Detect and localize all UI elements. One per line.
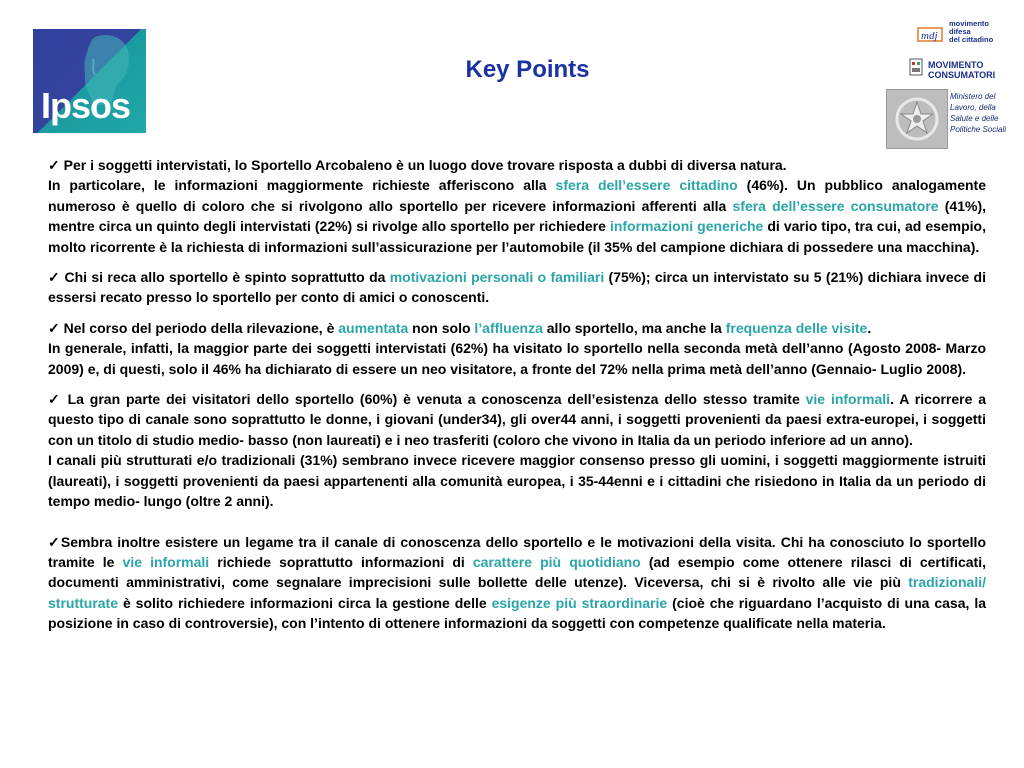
mdc-line-1: movimento bbox=[949, 19, 990, 28]
kp2-text-2: (75%); circa un intervistato su 5 (21%) dichiara invece di essersi recato presso lo sportello per conto di amici o conoscenti. bbox=[48, 269, 986, 306]
check-icon: ✓ bbox=[48, 391, 62, 408]
key-points-body bbox=[48, 155, 986, 634]
key-point-3 bbox=[48, 318, 986, 338]
kp4-highlight-1: vie informali bbox=[805, 391, 891, 408]
kp3-highlight-1: aumentata bbox=[338, 319, 409, 336]
kp5-highlight-4: esigenze più straordinarie bbox=[491, 594, 668, 611]
mc-line-2: CONSUMATORI bbox=[928, 70, 996, 80]
movimento-difesa-logo bbox=[917, 20, 1024, 52]
kp3-highlight-3: frequenza delle visite bbox=[725, 319, 868, 336]
kp5-highlight-2: carattere più quotidiano bbox=[472, 553, 641, 570]
key-point-4-detail bbox=[48, 450, 986, 511]
kp4-text-1: La gran parte dei visitatori dello sportello (60%) è venuta a conoscenza dell’esistenza dello stesso tramite bbox=[61, 391, 806, 408]
mc-line-1: MOVIMENTO bbox=[928, 60, 984, 70]
republic-emblem-icon bbox=[887, 90, 947, 148]
kp1-text-3: (46%). Un pubblico analogamente numeroso è quello di coloro che si rivolgono allo sportello per ricevere informazioni afferenti alla bbox=[48, 177, 986, 214]
kp3-text-4: . bbox=[867, 319, 872, 336]
kp4-text-3: I canali più strutturati e/o tradizionali (31%) sembrano invece ricevere maggior consenso presso gli uomini, i soggetti maggiormente istruiti (laureati), i soggetti provenienti da paesi appartenenti alla comunità europea, i 35-44enni e i cittadini che risiedono in Italia da un periodo di tempo medio- lungo (oltre 2 anni). bbox=[48, 452, 986, 510]
check-icon: ✓ bbox=[48, 269, 61, 286]
key-point-2 bbox=[48, 267, 986, 308]
kp5-text-1: Sembra inoltre esistere un legame tra il canale di conoscenza dello sportello e le motivazioni della visita. Chi ha conosciuto lo sportello tramite le bbox=[48, 533, 986, 570]
kp3-text-2: non solo bbox=[408, 319, 475, 336]
kp5-highlight-1: vie informali bbox=[122, 553, 210, 570]
kp2-text-1: Chi si reca allo sportello è spinto soprattutto da bbox=[60, 269, 390, 286]
ipsos-wordmark: Ipsos bbox=[41, 85, 131, 126]
kp5-text-2: richiede soprattutto informazioni di bbox=[209, 553, 473, 570]
key-point-4 bbox=[48, 389, 986, 450]
ministero-emblem bbox=[886, 89, 948, 149]
check-icon: ✓ bbox=[48, 157, 60, 173]
kp1-text-1: Per i soggetti intervistati, lo Sportello Arcobaleno è un luogo dove trovare risposta a dubbi di diversa natura. bbox=[59, 157, 787, 173]
svg-text:mdj: mdj bbox=[921, 30, 938, 42]
kp1-text-5: di vario tipo, tra cui, ad esempio, molto ricorrente è la richiesta di informazioni sull’assicurazione per l’automobile (il 35% del campione dichiara di possedere una macchina). bbox=[48, 218, 987, 255]
kp5-text-4: è solito richiedere informazioni circa la gestione delle bbox=[118, 594, 492, 611]
key-point-1-detail bbox=[48, 175, 986, 257]
mdc-text bbox=[949, 20, 993, 44]
page-title: Key Points bbox=[465, 56, 590, 83]
kp1-highlight-3: informazioni generiche bbox=[609, 218, 764, 235]
kp3-text-5: In generale, infatti, la maggior parte dei soggetti intervistati (62%) ha visitato lo sportello nella seconda metà dell’anno (Agosto 2008- Marzo 2009) e, di questi, solo il 46% ha dichiarato di essere un neo visitatore, a fronte del 72% nella prima metà dell’anno (Gennaio- Luglio 2008). bbox=[48, 340, 986, 377]
check-icon: ✓ bbox=[48, 533, 61, 550]
kp5-highlight-3: tradizionali/ strutturate bbox=[48, 574, 986, 611]
ministero-label: Ministero del Lavoro, della Salute e delle Politiche Sociali bbox=[950, 92, 1007, 134]
kp3-text-3: allo sportello, ma anche la bbox=[542, 319, 726, 336]
kp1-text-4: (41%), mentre circa un quinto degli intervistati (22%) si rivolge allo sportello per richiedere bbox=[48, 197, 987, 235]
mdc-line-2: difesa bbox=[949, 27, 971, 36]
mdc-mark-icon bbox=[917, 22, 945, 44]
key-point-3-detail bbox=[48, 338, 986, 379]
kp1-text-2: In particolare, le informazioni maggiormente richieste afferiscono alla bbox=[48, 177, 556, 194]
kp2-highlight-1: motivazioni personali o familiari bbox=[389, 269, 605, 286]
check-icon: ✓ bbox=[48, 319, 60, 336]
kp3-highlight-2: l’affluenza bbox=[474, 319, 543, 336]
key-point-1 bbox=[48, 155, 986, 175]
key-point-5 bbox=[48, 532, 986, 634]
movimento-consumatori-logo bbox=[908, 57, 1024, 83]
kp5-text-5: (cioè che riguardano l’acquisto di una casa, la posizione in caso di controversie), con l’intento di ottenere informazioni da soggetti con competenze qualificate nella materia. bbox=[48, 594, 987, 632]
mdc-line-3: del cittadino bbox=[949, 35, 994, 44]
kp1-highlight-2: sfera dell’essere consumatore bbox=[732, 197, 939, 214]
kp3-text-1: Nel corso del periodo della rilevazione, è bbox=[59, 319, 339, 336]
kp5-text-3: (ad esempio come ottenere rilasci di certificati, documenti amministrativi, come segnalare imprecisioni sulle bollette delle utenze). Viceversa, chi si è rivolto alle vie più bbox=[48, 553, 986, 591]
kp1-highlight-1: sfera dell’essere cittadino bbox=[555, 177, 738, 194]
mc-text bbox=[928, 60, 995, 80]
ipsos-logo bbox=[33, 29, 146, 133]
mc-mark-icon bbox=[908, 57, 926, 81]
kp4-text-2: . A ricorrere a questo tipo di canale sono soprattutto le donne, i giovani (under34), gli over44 anni, i soggetti provenienti da paesi extra-europei, i soggetti con un titolo di studio medio- basso (non laureati) e i neo trasferiti (coloro che vivono in Italia da un periodo inferiore ad un anno). bbox=[48, 391, 987, 448]
